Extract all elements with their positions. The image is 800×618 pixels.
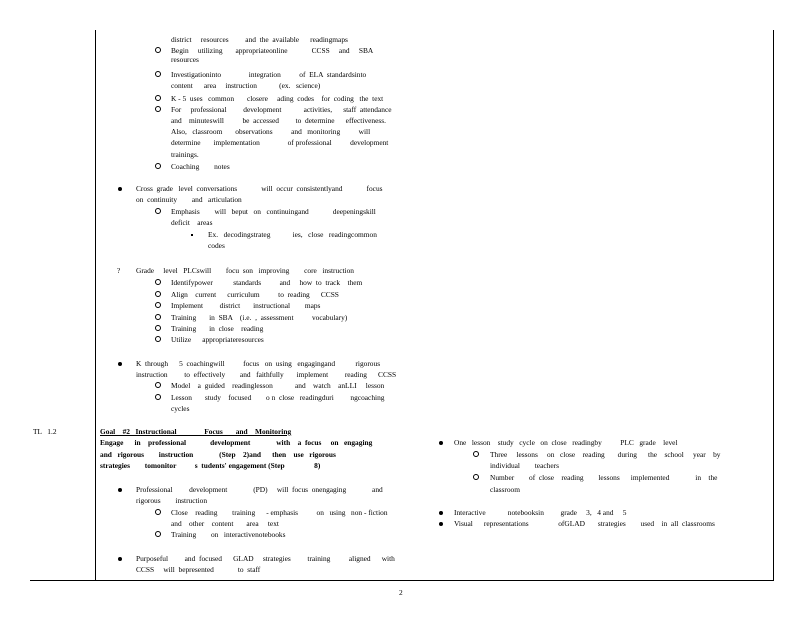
circle-bullet-icon bbox=[155, 291, 161, 297]
text-line: Implement district instructional maps bbox=[171, 301, 321, 310]
text-line: deficit areas bbox=[171, 218, 213, 227]
text-line: and other content area text bbox=[171, 519, 279, 528]
goal-line: strategies tomonitor s tudents' engagement (Step 8) bbox=[100, 461, 321, 470]
circle-bullet-icon bbox=[155, 47, 161, 53]
text-line: Emphasis will beput on continuingand deepeningskill bbox=[171, 207, 376, 216]
bullet-icon bbox=[439, 511, 443, 515]
circle-bullet-icon bbox=[155, 71, 161, 77]
goal-line: and rigorous instruction (Step 2)and then use rigorous bbox=[100, 450, 336, 459]
circle-bullet-icon bbox=[155, 95, 161, 101]
question-bullet: ? bbox=[117, 266, 121, 275]
text-line: classroom bbox=[490, 485, 520, 494]
text-line: Training in SBA (i.e. , assessment vocabulary) bbox=[171, 313, 348, 322]
text-line: Close reading training - emphasis on using non - fiction bbox=[171, 508, 388, 517]
circle-bullet-icon bbox=[155, 325, 161, 331]
bullet-icon bbox=[118, 557, 122, 561]
text-line: Lesson study focused o n close readingduri ngcoaching bbox=[171, 393, 385, 402]
circle-bullet-icon bbox=[155, 163, 161, 169]
bullet-icon bbox=[439, 522, 443, 526]
circle-bullet-icon bbox=[155, 302, 161, 308]
text-line: Model a guided readinglesson and watch anLLI lesson bbox=[171, 381, 385, 390]
text-line: individual teachers bbox=[490, 461, 559, 470]
bullet-icon bbox=[118, 488, 122, 492]
text-line: Visual representations ofGLAD strategies used in all classrooms bbox=[454, 519, 715, 528]
table-right-border bbox=[773, 30, 774, 580]
text-line: K - 5 uses common closere ading codes for coding the text bbox=[171, 94, 384, 103]
page-number: 2 bbox=[399, 588, 403, 597]
text-line: trainings. bbox=[171, 150, 199, 159]
circle-bullet-icon bbox=[473, 451, 479, 457]
text-line: codes bbox=[208, 241, 225, 250]
text-line: rigorous instruction bbox=[136, 496, 208, 505]
text-line: Investigationinto integration of ELA standardsinto bbox=[171, 70, 367, 79]
circle-bullet-icon bbox=[155, 382, 161, 388]
text-line: Identifypower standards and how to track them bbox=[171, 278, 363, 287]
square-bullet-icon bbox=[191, 234, 193, 236]
text-line: Begin utilizing appropriateonline CCSS and SBA bbox=[171, 46, 374, 55]
text-line: Grade level PLCswill focu son improving core instruction bbox=[136, 266, 354, 275]
text-line: Professional development (PD) will focus onengaging and bbox=[136, 485, 383, 494]
circle-bullet-icon bbox=[155, 509, 161, 515]
text-line: cycles bbox=[171, 404, 190, 413]
text-line: resources bbox=[171, 55, 199, 64]
text-line: CCSS will bepresented to staff bbox=[136, 565, 261, 574]
text-line: Purposeful and focused GLAD strategies training aligned with bbox=[136, 554, 395, 563]
text-line: Also, classroom observations and monitoring will bbox=[171, 127, 371, 136]
text-line: instruction to effectively and faithfully implement reading CCSS bbox=[136, 370, 397, 379]
circle-bullet-icon bbox=[155, 336, 161, 342]
text-line: One lesson study cycle on close readingby PLC grade level bbox=[454, 438, 678, 447]
text-line: Coaching notes bbox=[171, 162, 230, 171]
circle-bullet-icon bbox=[155, 314, 161, 320]
text-line: Ex. decodingstrateg ies, close readingcommon bbox=[208, 230, 377, 239]
circle-bullet-icon bbox=[473, 474, 479, 480]
text-line: Training in close reading bbox=[171, 324, 264, 333]
text-line: district resources and the available readingmaps bbox=[171, 35, 348, 44]
circle-bullet-icon bbox=[155, 531, 161, 537]
goal-title: Goal #2 Instructional Focus and Monitoring bbox=[100, 427, 292, 436]
text-line: Three lessons on close reading during the school year by bbox=[490, 450, 721, 459]
table-bottom-border bbox=[30, 580, 774, 581]
text-line: Cross grade level conversations will occur consistentlyand focus bbox=[136, 184, 383, 193]
text-line: and minuteswill be accessed to determine effectiveness. bbox=[171, 116, 386, 125]
text-line: Number of close reading lessons implemented in the bbox=[490, 473, 718, 482]
bullet-icon bbox=[118, 187, 122, 191]
circle-bullet-icon bbox=[155, 279, 161, 285]
text-line: Align current curriculum to reading CCSS bbox=[171, 290, 339, 299]
bullet-icon bbox=[439, 441, 443, 445]
bullet-icon bbox=[118, 362, 122, 366]
text-line: Utilize appropriateresources bbox=[171, 335, 264, 344]
table-left-border bbox=[95, 30, 96, 580]
text-line: K through 5 coachingwill focus on using engagingand rigorous bbox=[136, 359, 381, 368]
text-line: Training on interactivenotebooks bbox=[171, 530, 286, 539]
text-line: determine implementation of professional development bbox=[171, 138, 389, 147]
circle-bullet-icon bbox=[155, 394, 161, 400]
text-line: For professional development activities, staff attendance bbox=[171, 105, 392, 114]
circle-bullet-icon bbox=[155, 106, 161, 112]
text-line: Interactive notebooksin grade 3, 4 and 5 bbox=[454, 508, 627, 517]
text-line: content area instruction (ex. science) bbox=[171, 81, 321, 90]
text-line: on continuity and articulation bbox=[136, 195, 242, 204]
row-label: TL 1.2 bbox=[33, 427, 57, 436]
circle-bullet-icon bbox=[155, 208, 161, 214]
goal-line: Engage in professional development with a focus on engaging bbox=[100, 438, 373, 447]
